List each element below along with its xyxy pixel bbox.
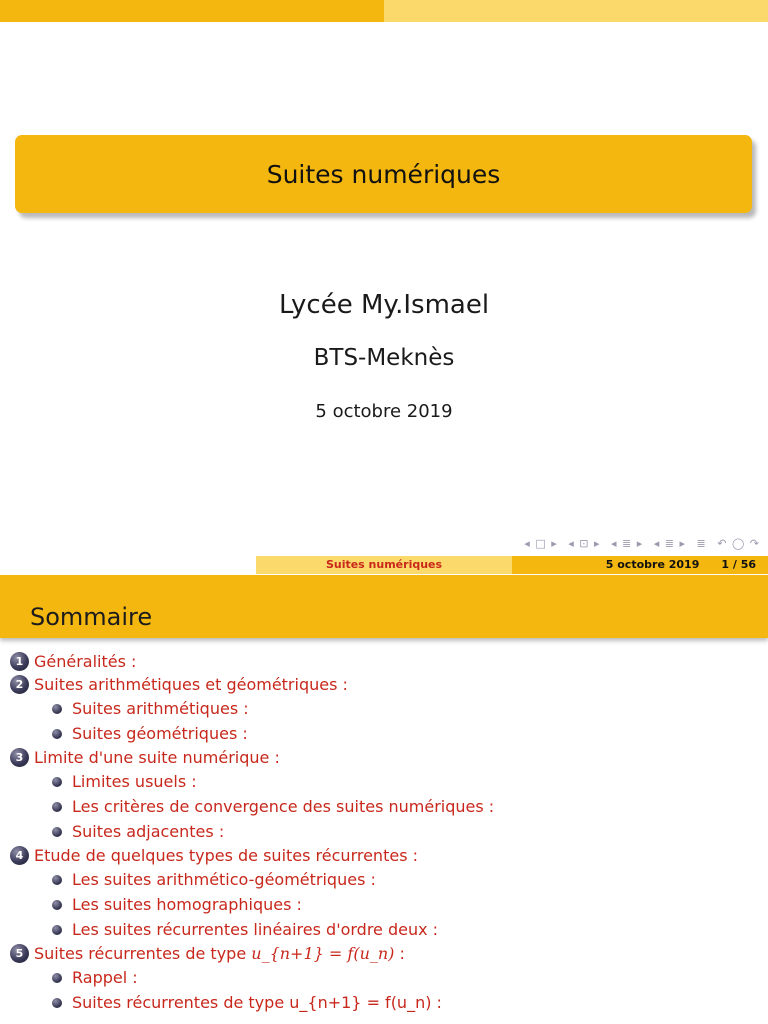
section-number-ball: 5: [10, 944, 29, 963]
recurrence-formula: u_{n+1} = f(u_n): [251, 944, 395, 963]
toc-subsection[interactable]: [52, 892, 768, 917]
toc-subsection[interactable]: [52, 990, 768, 1015]
bullet-ball-icon: [52, 777, 62, 787]
page-number: 1 / 56: [721, 558, 756, 571]
toc-section-label[interactable]: Généralités :: [34, 652, 137, 671]
header-bar-left: [0, 0, 384, 22]
bullet-ball-icon: [52, 973, 62, 983]
nav-slide-icon[interactable]: ◂ □ ▸: [524, 537, 558, 550]
footline-date: 5 octobre 2019: [605, 558, 700, 571]
toc-subsection-label[interactable]: Les critères de convergence des suites numériques :: [72, 797, 495, 816]
toc-subsection[interactable]: [52, 721, 768, 746]
toc-subsection-label[interactable]: Suites arithmétiques :: [72, 699, 249, 718]
toc-subsection-label[interactable]: Les suites récurrentes linéaires d'ordre deux :: [72, 920, 439, 939]
bullet-ball-icon: [52, 802, 62, 812]
toc-subsection[interactable]: [52, 794, 768, 819]
toc-subsection-label[interactable]: Les suites arithmético-géométriques :: [72, 870, 376, 889]
toc-section-label[interactable]: Limite d'une suite numérique :: [34, 748, 280, 767]
footline-title: Suites numériques: [256, 556, 512, 574]
toc-subsection[interactable]: [52, 696, 768, 721]
presentation-title: Suites numériques: [266, 159, 501, 189]
toc-section-label[interactable]: [34, 944, 405, 963]
bullet-ball-icon: [52, 925, 62, 935]
toc-subsection-label[interactable]: Suites géométriques :: [72, 724, 248, 743]
toc-subsection[interactable]: [52, 819, 768, 844]
nav-document-icon[interactable]: ≣: [696, 537, 707, 550]
toc-subsection[interactable]: [52, 867, 768, 892]
bullet-ball-icon: [52, 998, 62, 1008]
nav-frame-icon[interactable]: ◂ ⊡ ▸: [568, 537, 601, 550]
bullet-ball-icon: [52, 900, 62, 910]
footline-right: [512, 556, 768, 574]
section-number-ball: 4: [10, 846, 29, 865]
toc-subsection[interactable]: [52, 769, 768, 794]
toc-subsection[interactable]: [52, 965, 768, 990]
frame-title-bar: [0, 575, 768, 638]
toc-section[interactable]: [10, 673, 768, 696]
toc-subsection-label[interactable]: Les suites homographiques :: [72, 895, 302, 914]
toc-section-label[interactable]: Etude de quelques types de suites récurrentes :: [34, 846, 418, 865]
toc-subsection-label[interactable]: Limites usuels :: [72, 772, 197, 791]
presentation-date: 5 octobre 2019: [315, 401, 453, 422]
author: Lycée My.Ismael: [278, 290, 490, 320]
table-of-contents: [0, 650, 768, 1015]
title-box: [15, 135, 752, 213]
frame-title: Sommaire: [30, 603, 153, 631]
toc-section[interactable]: [10, 942, 768, 965]
section-number-ball: 1: [10, 652, 29, 671]
section-label-suffix: :: [399, 944, 405, 963]
bullet-ball-icon: [52, 729, 62, 739]
header-bar-right: [384, 0, 768, 22]
toc-subsection-label[interactable]: Suites adjacentes :: [72, 822, 225, 841]
toc-slide: [0, 575, 768, 1024]
footline-left: [0, 556, 256, 574]
bullet-ball-icon: [52, 827, 62, 837]
toc-subsection-label[interactable]: Suites récurrentes de type u_{n+1} = f(u_n) :: [72, 993, 442, 1012]
institute: BTS-Meknès: [313, 345, 455, 371]
nav-subsection-icon[interactable]: ◂ ≣ ▸: [611, 537, 644, 550]
toc-section[interactable]: [10, 650, 768, 673]
beamer-navigation-symbols: [518, 537, 760, 550]
bullet-ball-icon: [52, 875, 62, 885]
section-label-prefix: Suites récurrentes de type: [34, 944, 247, 963]
bullet-ball-icon: [52, 704, 62, 714]
footline: [0, 556, 768, 574]
header-bar: [0, 0, 768, 22]
nav-search-icon[interactable]: ↶ ◯ ↷: [717, 537, 760, 550]
toc-subsection-label[interactable]: Rappel :: [72, 968, 138, 987]
toc-section[interactable]: [10, 844, 768, 867]
nav-section-icon[interactable]: ◂ ≣ ▸: [653, 537, 687, 550]
toc-section[interactable]: [10, 746, 768, 769]
section-number-ball: 3: [10, 748, 29, 767]
toc-section-label[interactable]: Suites arithmétiques et géométriques :: [34, 675, 348, 694]
section-number-ball: 2: [10, 675, 29, 694]
toc-subsection[interactable]: [52, 917, 768, 942]
